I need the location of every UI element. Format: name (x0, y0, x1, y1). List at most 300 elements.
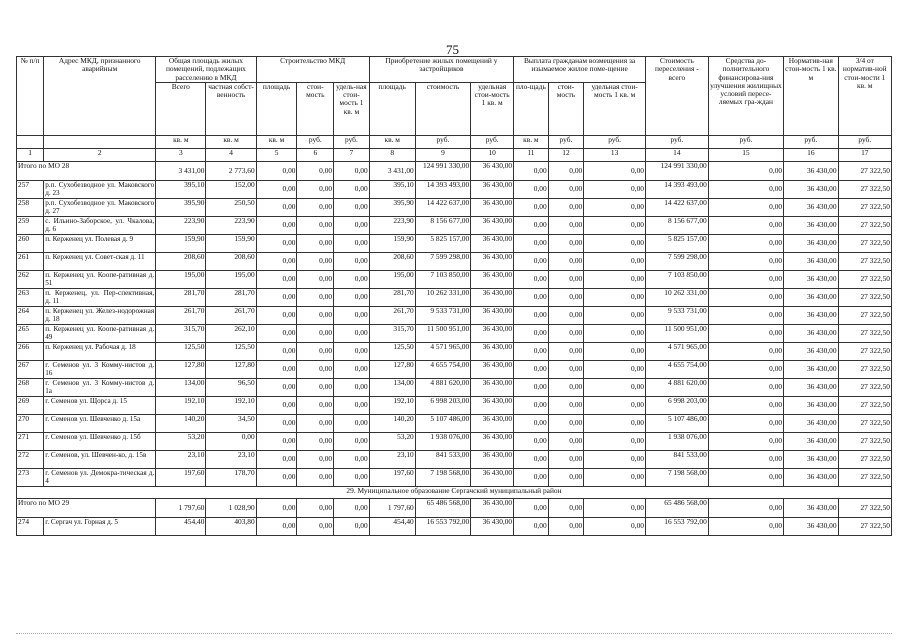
row-value: 14 393 493,00 (415, 180, 470, 198)
row-value: 27 322,50 (838, 288, 891, 306)
table-row (17, 306, 892, 324)
row-value: 36 430,00 (784, 342, 838, 360)
row-value: 0,00 (514, 432, 549, 450)
row-value: 0,00 (514, 450, 549, 468)
row-value: 36 430,00 (784, 517, 838, 535)
row-value: 0,00 (334, 288, 370, 306)
row-value: 0,00 (548, 517, 584, 535)
row-value: 14 393 493,00 (645, 180, 708, 198)
row-value: 0,00 (206, 432, 256, 450)
row-value: 0,00 (256, 270, 297, 288)
row-value: 36 430,00 (784, 198, 838, 216)
row-value: 5 825 157,00 (645, 234, 708, 252)
row-value: 281,70 (156, 288, 206, 306)
row-value: 0,00 (256, 234, 297, 252)
row-number: 269 (17, 396, 44, 414)
row-value: 0,00 (297, 252, 334, 270)
row-value: 0,00 (297, 324, 334, 342)
col-number-cell: 11 (514, 148, 549, 161)
row-value: 195,00 (369, 270, 415, 288)
row-value: 0,00 (548, 198, 584, 216)
table-row (17, 234, 892, 252)
col-header-a-area: площадь (369, 82, 415, 135)
unit-cell: кв. м (514, 135, 549, 148)
unit-cell (44, 135, 156, 148)
row-value: 36 430,00 (784, 288, 838, 306)
table-row (17, 342, 892, 360)
page-number: 75 (446, 42, 459, 57)
row-value: 27 322,50 (838, 270, 891, 288)
row-value: 0,00 (334, 360, 370, 378)
row-value: 0,00 (334, 180, 370, 198)
row-value: 0,00 (297, 414, 334, 432)
row-value: 127,80 (156, 360, 206, 378)
total-value: 27 322,50 (838, 498, 891, 517)
row-address: г. Семенов ул. 3 Комму-нистов д. 1а (45, 378, 155, 395)
total-value: 36 430,00 (784, 498, 838, 517)
row-value: 208,60 (369, 252, 415, 270)
row-value: 0,00 (584, 450, 646, 468)
col-header-area-private: частная собст-венность (206, 82, 256, 135)
row-value: 11 500 951,00 (645, 324, 708, 342)
row-value: 134,00 (369, 378, 415, 396)
row-number: 268 (17, 378, 44, 396)
row-value: 8 156 677,00 (415, 216, 470, 234)
col-number-cell: 15 (708, 148, 783, 161)
unit-cell: кв. м (369, 135, 415, 148)
col-number-cell: 3 (156, 148, 206, 161)
total-value: 0,00 (708, 498, 783, 517)
header-row-top (17, 57, 892, 83)
row-number: 257 (17, 180, 44, 198)
row-value: 0,00 (514, 468, 549, 486)
col-number-cell: 2 (44, 148, 156, 161)
row-value: 27 322,50 (838, 468, 891, 486)
page-edge-dots (16, 633, 892, 635)
row-value: 27 322,50 (838, 517, 891, 535)
row-address: г. Семенов ул. Шевченко д. 15б (44, 432, 156, 450)
row-value: 0,00 (297, 198, 334, 216)
row-value: 127,80 (206, 360, 256, 378)
col-number-cell: 17 (838, 148, 891, 161)
row-value: 0,00 (708, 450, 783, 468)
row-value: 0,00 (708, 306, 783, 324)
row-value: 395,10 (369, 180, 415, 198)
row-number: 273 (17, 468, 44, 486)
row-value: 0,00 (708, 234, 783, 252)
total-value: 0,00 (514, 498, 549, 517)
row-value: 152,00 (206, 180, 256, 198)
row-value: 159,90 (156, 234, 206, 252)
row-value: 0,00 (256, 432, 297, 450)
row-value: 36 430,00 (471, 252, 514, 270)
row-number: 271 (17, 432, 44, 450)
row-value: 16 553 792,00 (645, 517, 708, 535)
total-value: 124 991 330,00 (645, 161, 708, 180)
row-value: 96,50 (206, 378, 256, 396)
row-value: 36 430,00 (471, 396, 514, 414)
row-value: 0,00 (708, 360, 783, 378)
row-value: 5 825 157,00 (415, 234, 470, 252)
table-row (17, 517, 892, 535)
row-value: 0,00 (708, 288, 783, 306)
total-value: 3 431,00 (369, 161, 415, 180)
row-value: 36 430,00 (471, 198, 514, 216)
row-value: 0,00 (297, 360, 334, 378)
row-value: 159,90 (206, 234, 256, 252)
table-row (17, 378, 892, 396)
col-number-cell: 5 (256, 148, 297, 161)
col-number-cell: 1 (17, 148, 44, 161)
row-value: 27 322,50 (838, 306, 891, 324)
row-value: 0,00 (256, 324, 297, 342)
unit-cell: руб. (415, 135, 470, 148)
row-number: 258 (17, 198, 44, 216)
row-value: 281,70 (206, 288, 256, 306)
row-value: 0,00 (256, 468, 297, 486)
row-value: 192,10 (156, 396, 206, 414)
row-value: 1 938 076,00 (415, 432, 470, 450)
row-value: 11 500 951,00 (415, 324, 470, 342)
row-value: 53,20 (369, 432, 415, 450)
row-value: 134,00 (156, 378, 206, 396)
row-value: 0,00 (548, 324, 584, 342)
row-value: 192,10 (369, 396, 415, 414)
row-value: 0,00 (708, 396, 783, 414)
col-header-resettle-cost: Стоимость переселения - всего (645, 57, 708, 136)
row-address: с. Ильино-Заборское, ул. Чкалова, д. 6 (45, 216, 155, 233)
row-value: 0,00 (548, 270, 584, 288)
row-value: 0,00 (584, 324, 646, 342)
col-number-cell: 10 (471, 148, 514, 161)
table-row (17, 180, 892, 198)
row-value: 36 430,00 (784, 378, 838, 396)
row-value: 0,00 (548, 432, 584, 450)
row-value: 0,00 (584, 360, 646, 378)
row-value: 0,00 (708, 324, 783, 342)
row-value: 0,00 (708, 252, 783, 270)
row-value: 281,70 (369, 288, 415, 306)
row-value: 0,00 (297, 342, 334, 360)
row-value: 0,00 (334, 216, 370, 234)
row-value: 5 107 486,00 (415, 414, 470, 432)
col-header-p-cost: стои-мость (548, 82, 584, 135)
row-address: р.п. Сухобезводное ул. Маковского д. 27 (45, 198, 155, 215)
row-value: 27 322,50 (838, 180, 891, 198)
row-number: 266 (17, 342, 44, 360)
row-value: 178,70 (206, 468, 256, 486)
row-value: 0,00 (334, 270, 370, 288)
row-value: 262,10 (206, 324, 256, 342)
row-address: г. Семенов ул. Шевченко д. 15а (44, 414, 156, 432)
unit-cell: руб. (708, 135, 783, 148)
row-value: 250,50 (206, 198, 256, 216)
col-number-cell: 6 (297, 148, 334, 161)
row-address: п. Керженец ул. Желез-нодорожная д. 18 (45, 306, 155, 323)
col-number-cell: 14 (645, 148, 708, 161)
col-header-acquisition: Приобретение жилых помещений у застройщиков (369, 57, 513, 83)
row-value: 27 322,50 (838, 342, 891, 360)
col-header-extra-funds: Средства до-полнительного финансирова-ния улучшения жилищных условий пересе-ляемых гра-ждан (708, 57, 783, 136)
col-number-cell: 4 (206, 148, 256, 161)
total-value: 65 486 568,00 (415, 498, 470, 517)
row-value: 7 198 568,00 (415, 468, 470, 486)
row-value: 223,90 (156, 216, 206, 234)
row-value: 0,00 (256, 517, 297, 535)
col-header-normative: Норматив-ная стои-мость 1 кв. м (784, 57, 838, 136)
row-value: 0,00 (514, 324, 549, 342)
row-value: 23,10 (156, 450, 206, 468)
total-row-mo28 (17, 161, 892, 180)
row-value: 0,00 (584, 306, 646, 324)
row-value: 36 430,00 (784, 396, 838, 414)
row-value: 0,00 (584, 198, 646, 216)
row-value: 223,90 (369, 216, 415, 234)
total-value: 0,00 (256, 498, 297, 517)
col-header-construction: Строительство МКД (256, 57, 369, 83)
col-header-c-unit: удель-ная стои-мость 1 кв. м (334, 82, 370, 135)
col-header-num: № п/п (17, 57, 44, 136)
row-address: г. Сергач ул. Горная д. 5 (44, 517, 156, 535)
row-value: 0,00 (548, 360, 584, 378)
row-value: 36 430,00 (471, 432, 514, 450)
row-value: 27 322,50 (838, 252, 891, 270)
row-value: 195,00 (206, 270, 256, 288)
row-value: 0,00 (297, 450, 334, 468)
row-value: 454,40 (156, 517, 206, 535)
row-value: 0,00 (584, 216, 646, 234)
row-value: 36 430,00 (471, 324, 514, 342)
col-header-p-unit: удельная стои-мость 1 кв. м (584, 82, 646, 135)
row-value: 10 262 331,00 (415, 288, 470, 306)
col-header-area-group: Общая площадь жилых помещений, подлежащих расселению в МКД (156, 57, 256, 83)
total-value: 0,00 (297, 498, 334, 517)
row-value: 36 430,00 (784, 468, 838, 486)
row-value: 53,20 (156, 432, 206, 450)
total-value: 0,00 (334, 161, 370, 180)
row-value: 0,00 (297, 216, 334, 234)
row-value: 403,80 (206, 517, 256, 535)
row-value: 208,60 (206, 252, 256, 270)
row-value: 0,00 (334, 324, 370, 342)
table-row (17, 324, 892, 342)
total-value: 124 991 330,00 (415, 161, 470, 180)
row-value: 0,00 (334, 306, 370, 324)
row-value: 0,00 (256, 450, 297, 468)
unit-cell: руб. (584, 135, 646, 148)
row-value: 0,00 (548, 342, 584, 360)
unit-cell: руб. (838, 135, 891, 148)
row-value: 36 430,00 (784, 450, 838, 468)
row-value: 140,20 (369, 414, 415, 432)
row-value: 315,70 (369, 324, 415, 342)
row-number: 267 (17, 360, 44, 378)
row-value: 0,00 (514, 342, 549, 360)
unit-cell: кв. м (156, 135, 206, 148)
row-value: 0,00 (514, 180, 549, 198)
row-value: 0,00 (514, 216, 549, 234)
row-value: 16 553 792,00 (415, 517, 470, 535)
column-numbers-row (17, 148, 892, 161)
row-value: 0,00 (548, 180, 584, 198)
total-value: 36 430,00 (471, 498, 514, 517)
total-value: 65 486 568,00 (645, 498, 708, 517)
col-number-cell: 8 (369, 148, 415, 161)
row-value: 0,00 (256, 342, 297, 360)
row-value: 0,00 (256, 360, 297, 378)
row-value: 0,00 (548, 252, 584, 270)
row-value: 0,00 (548, 216, 584, 234)
row-value: 10 262 331,00 (645, 288, 708, 306)
row-value: 0,00 (548, 378, 584, 396)
row-value: 140,20 (156, 414, 206, 432)
row-value: 261,70 (156, 306, 206, 324)
row-value: 36 430,00 (471, 270, 514, 288)
row-value: 0,00 (708, 468, 783, 486)
row-value: 36 430,00 (471, 468, 514, 486)
table-row (17, 468, 892, 486)
row-number: 264 (17, 306, 44, 324)
row-value: 0,00 (514, 306, 549, 324)
row-value: 0,00 (334, 450, 370, 468)
row-value: 27 322,50 (838, 360, 891, 378)
total-value: 1 797,60 (369, 498, 415, 517)
row-value: 27 322,50 (838, 378, 891, 396)
row-value: 7 599 298,00 (645, 252, 708, 270)
col-header-address: Адрес МКД, признанного аварийным (44, 57, 156, 136)
row-value: 195,00 (156, 270, 206, 288)
row-value: 192,10 (206, 396, 256, 414)
total-label: Итого по МО 29 (17, 498, 156, 517)
row-value: 0,00 (548, 234, 584, 252)
row-value: 125,50 (206, 342, 256, 360)
row-value: 315,70 (156, 324, 206, 342)
row-value: 0,00 (334, 234, 370, 252)
total-row-mo29 (17, 498, 892, 517)
row-value: 0,00 (708, 216, 783, 234)
row-address: п. Керженец ул. Коопе-ративная д. 49 (45, 324, 155, 341)
unit-cell: кв. м (206, 135, 256, 148)
row-value: 0,00 (708, 270, 783, 288)
row-value: 36 430,00 (784, 324, 838, 342)
row-number: 272 (17, 450, 44, 468)
table-row (17, 450, 892, 468)
unit-cell: руб. (471, 135, 514, 148)
col-header-c-area: площадь (256, 82, 297, 135)
row-value: 4 655 754,00 (645, 360, 708, 378)
row-value: 23,10 (369, 450, 415, 468)
total-value: 0,00 (514, 161, 549, 180)
row-value: 0,00 (297, 468, 334, 486)
row-value: 841 533,00 (645, 450, 708, 468)
row-value: 27 322,50 (838, 432, 891, 450)
row-value: 4 655 754,00 (415, 360, 470, 378)
row-value: 27 322,50 (838, 396, 891, 414)
row-value: 36 430,00 (471, 378, 514, 396)
row-value: 0,00 (514, 234, 549, 252)
unit-cell: руб. (334, 135, 370, 148)
row-value: 36 430,00 (784, 306, 838, 324)
table-row (17, 360, 892, 378)
row-value: 0,00 (514, 360, 549, 378)
table-row (17, 252, 892, 270)
row-number: 274 (17, 517, 44, 535)
table-row (17, 414, 892, 432)
row-value: 0,00 (297, 234, 334, 252)
units-row (17, 135, 892, 148)
row-value: 8 156 677,00 (645, 216, 708, 234)
row-value: 0,00 (584, 180, 646, 198)
row-value: 36 430,00 (471, 414, 514, 432)
row-value: 0,00 (514, 378, 549, 396)
row-value: 7 198 568,00 (645, 468, 708, 486)
row-value: 0,00 (584, 252, 646, 270)
row-value: 6 998 203,00 (415, 396, 470, 414)
row-value: 0,00 (297, 432, 334, 450)
table-row (17, 396, 892, 414)
row-value: 6 998 203,00 (645, 396, 708, 414)
row-value: 0,00 (334, 198, 370, 216)
total-value: 27 322,50 (838, 161, 891, 180)
col-number-cell: 12 (548, 148, 584, 161)
col-number-cell: 13 (584, 148, 646, 161)
row-value: 0,00 (548, 414, 584, 432)
row-value: 0,00 (256, 288, 297, 306)
row-address: п. Керженец ул. Рабочая д. 18 (44, 342, 156, 360)
row-address: г. Семенов, ул. Шевчен-ко, д. 15в (44, 450, 156, 468)
section-row (17, 486, 892, 498)
total-value: 0,00 (584, 498, 646, 517)
row-address: р.п. Сухобезводное ул. Маковского д. 23 (45, 180, 155, 197)
row-value: 27 322,50 (838, 234, 891, 252)
unit-cell: руб. (784, 135, 838, 148)
row-value: 4 881 620,00 (645, 378, 708, 396)
total-value: 36 430,00 (784, 161, 838, 180)
row-value: 36 430,00 (784, 252, 838, 270)
total-value: 1 028,90 (206, 498, 256, 517)
col-header-c-cost: стои-мость (297, 82, 334, 135)
row-number: 260 (17, 234, 44, 252)
row-value: 14 422 637,00 (415, 198, 470, 216)
row-value: 36 430,00 (784, 270, 838, 288)
row-value: 9 533 731,00 (645, 306, 708, 324)
row-value: 0,00 (297, 517, 334, 535)
table-row (17, 432, 892, 450)
unit-cell (17, 135, 44, 148)
row-value: 4 881 620,00 (415, 378, 470, 396)
row-value: 0,00 (708, 432, 783, 450)
row-value: 0,00 (334, 342, 370, 360)
row-address: п. Керженец ул. Полевая д. 9 (44, 234, 156, 252)
total-value: 36 430,00 (471, 161, 514, 180)
row-value: 0,00 (256, 378, 297, 396)
row-number: 259 (17, 216, 44, 234)
row-value: 36 430,00 (471, 180, 514, 198)
row-value: 0,00 (548, 468, 584, 486)
row-value: 36 430,00 (471, 360, 514, 378)
row-value: 36 430,00 (784, 234, 838, 252)
row-value: 0,00 (584, 414, 646, 432)
row-value: 0,00 (708, 180, 783, 198)
row-value: 0,00 (584, 378, 646, 396)
row-value: 0,00 (256, 396, 297, 414)
col-header-payment: Выплата гражданам возмещения за изымаемое жилое поме-щение (514, 57, 646, 83)
row-value: 0,00 (584, 270, 646, 288)
total-value: 0,00 (548, 498, 584, 517)
row-value: 395,10 (156, 180, 206, 198)
row-value: 27 322,50 (838, 450, 891, 468)
row-value: 7 599 298,00 (415, 252, 470, 270)
